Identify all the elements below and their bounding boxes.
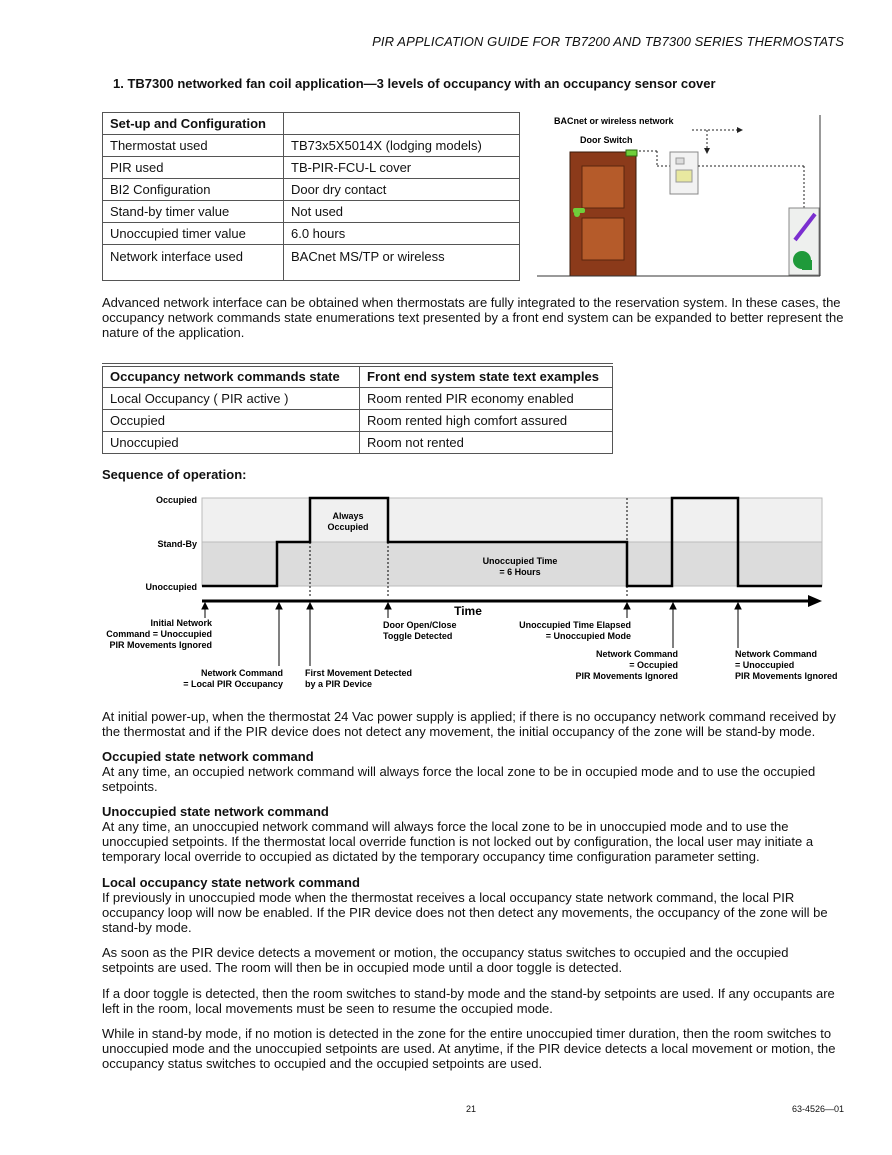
table-row xyxy=(103,245,520,281)
door-switch-label: Door Switch xyxy=(580,135,633,145)
level-label-occupied: Occupied xyxy=(155,495,197,505)
page-number: 21 xyxy=(466,1104,477,1114)
arrow-down-icon xyxy=(704,148,710,154)
table-cell: TB73x5X5014X (lodging models) xyxy=(284,135,520,157)
occupied-command-text: At any time, an occupied network command will always force the local zone to be in occupied mode and to use the occupied setpoints. xyxy=(102,764,816,794)
table-row xyxy=(103,431,613,453)
annotation-elapsed-line1: Unoccupied Time Elapsed xyxy=(519,620,631,630)
document-number: 63-4526—01 xyxy=(791,1104,844,1114)
occupied-command-section xyxy=(102,749,844,794)
table-cell: Not used xyxy=(284,201,520,223)
network-label: BACnet or wireless network xyxy=(554,116,674,126)
arrow-right-icon xyxy=(737,127,743,133)
unoccupied-time-label-line2: = 6 Hours xyxy=(499,567,541,577)
local-command-section xyxy=(102,875,844,935)
table-row xyxy=(103,157,520,179)
pir-cover-icon xyxy=(676,158,684,164)
page-header: PIR APPLICATION GUIDE FOR TB7200 AND TB7300 SERIES THERMOSTATS xyxy=(372,34,844,49)
annotation-net-occupied-line3: PIR Movements Ignored xyxy=(575,671,678,681)
table-cell: Occupied xyxy=(103,409,360,431)
table-cell: Thermostat used xyxy=(103,135,284,157)
table-cell: Room not rented xyxy=(360,431,613,453)
door-panel-bottom xyxy=(582,218,624,260)
unoccupied-command-section xyxy=(102,804,844,864)
table-row xyxy=(103,179,520,201)
table-cell: Network interface used xyxy=(103,245,284,281)
table-row xyxy=(103,135,520,157)
setup-table xyxy=(102,112,520,281)
table-row xyxy=(103,387,613,409)
table-cell: PIR used xyxy=(103,157,284,179)
table-header-cell: Front end system state text examples xyxy=(360,365,613,387)
annotation-net-occupied-line1: Network Command xyxy=(595,649,678,659)
local-command-title: Local occupancy state network command xyxy=(102,875,360,890)
level-label-standby: Stand-By xyxy=(157,539,197,549)
level-label-unoccupied: Unoccupied xyxy=(145,582,197,592)
annotation-net-local-line1: Network Command xyxy=(200,668,283,678)
annotation-initial-line3: PIR Movements Ignored xyxy=(109,640,212,650)
section-title: 1. TB7300 networked fan coil application—3 levels of occupancy with an occupancy sensor cover xyxy=(113,76,716,91)
table-row xyxy=(103,223,520,245)
table-cell: BI2 Configuration xyxy=(103,179,284,201)
occupancy-timing-diagram xyxy=(96,488,848,694)
unoccupied-command-title: Unoccupied state network command xyxy=(102,804,329,819)
annotation-initial-line2: Command = Unoccupied xyxy=(106,629,212,639)
standby-paragraph: While in stand-by mode, if no motion is detected in the zone for the entire unoccupied timer duration, then the room switches to unoccupied mode and the unoccupied setpoints are used. At anytime, if the PIR device detects a local movement or motion, the occupancy status switches to occupied and the occupied setpoints are used. xyxy=(102,1026,836,1071)
door-switch-icon xyxy=(626,150,637,156)
sequence-title: Sequence of operation: xyxy=(102,467,247,482)
table-row xyxy=(103,113,520,135)
annotation-initial-line1: Initial Network xyxy=(150,618,212,628)
table-cell: Unoccupied xyxy=(103,431,360,453)
always-occupied-label-line1: Always xyxy=(332,511,364,521)
annotation-net-unoccupied-line2: = Unoccupied xyxy=(735,660,795,670)
table-row xyxy=(103,365,613,387)
door-knob-icon xyxy=(574,211,580,217)
room-diagram xyxy=(532,110,832,280)
annotation-door-toggle-line2: Toggle Detected xyxy=(383,631,453,641)
annotation-elapsed-line2: = Unoccupied Mode xyxy=(545,631,631,641)
door-panel-top xyxy=(582,166,624,208)
annotation-first-movement-line2: by a PIR Device xyxy=(305,679,373,689)
motion-paragraph: As soon as the PIR device detects a movement or motion, the occupancy status switches to occupied and the occupied setpoints are used. The room will then be in occupied mode until a door toggle is detected. xyxy=(102,945,789,975)
fan-outlet-icon xyxy=(802,260,812,270)
annotation-door-toggle-line1: Door Open/Close xyxy=(383,620,457,630)
table-cell: Room rented high comfort assured xyxy=(360,409,613,431)
table-header-cell: Occupancy network commands state xyxy=(103,365,360,387)
table-cell: Door dry contact xyxy=(284,179,520,201)
annotation-net-occupied-line2: = Occupied xyxy=(629,660,678,670)
unoccupied-time-label-line1: Unoccupied Time xyxy=(482,556,558,566)
thermostat-display-icon xyxy=(676,170,692,182)
table-header-cell xyxy=(284,113,520,135)
annotation-net-unoccupied-line1: Network Command xyxy=(735,649,818,659)
occupied-command-title: Occupied state network command xyxy=(102,749,314,764)
table-cell: Unoccupied timer value xyxy=(103,223,284,245)
states-table xyxy=(102,363,613,454)
annotation-net-unoccupied-line3: PIR Movements Ignored xyxy=(735,671,838,681)
table-cell: BACnet MS/TP or wireless xyxy=(284,245,520,281)
intro-paragraph: Advanced network interface can be obtained when thermostats are fully integrated to the reservation system. In these cases, the occupancy network commands state enumerations text presented by a front end system can be expanded to better represent the nature of the application. xyxy=(102,295,844,340)
always-occupied-label-line2: Occupied xyxy=(327,522,369,532)
annotation-net-local-line2: = Local PIR Occupancy xyxy=(183,679,283,689)
unoccupied-command-text: At any time, an unoccupied network command will always force the local zone to be in unoccupied mode and to use the unoccupied setpoints. If the thermostat local override function is not locked out by configuration, the local user may initiate a temporary local override to occupied as dictated by the temporary occupancy time configuration parameter setting. xyxy=(102,819,814,864)
table-cell: Stand-by timer value xyxy=(103,201,284,223)
table-cell: TB-PIR-FCU-L cover xyxy=(284,157,520,179)
table-cell: 6.0 hours xyxy=(284,223,520,245)
annotation-first-movement-line1: First Movement Detected xyxy=(305,668,413,678)
power-up-paragraph: At initial power-up, when the thermostat 24 Vac power supply is applied; if there is no occupancy network command received by the thermostat and if the PIR device does not detect any movement, the initial occupancy of the zone will be stand-by mode. xyxy=(102,709,836,739)
table-row xyxy=(103,201,520,223)
table-cell: Local Occupancy ( PIR active ) xyxy=(103,387,360,409)
table-cell: Room rented PIR economy enabled xyxy=(360,387,613,409)
table-header-cell: Set-up and Configuration xyxy=(103,113,284,135)
occupied-band xyxy=(202,498,822,542)
door-toggle-paragraph: If a door toggle is detected, then the room switches to stand-by mode and the stand-by setpoints are used. If any occupants are left in the room, local movements must be seen to resume the occupied mode. xyxy=(102,986,835,1016)
local-command-text: If previously in unoccupied mode when the thermostat receives a local occupancy state network command, the local PIR occupancy loop will now be enabled. If the PIR device does not then detect any movements, the occupancy of the zone will be stand-by mode. xyxy=(102,890,828,935)
table-row xyxy=(103,409,613,431)
time-axis-label: Time xyxy=(454,604,482,618)
time-arrow-icon xyxy=(808,595,822,607)
